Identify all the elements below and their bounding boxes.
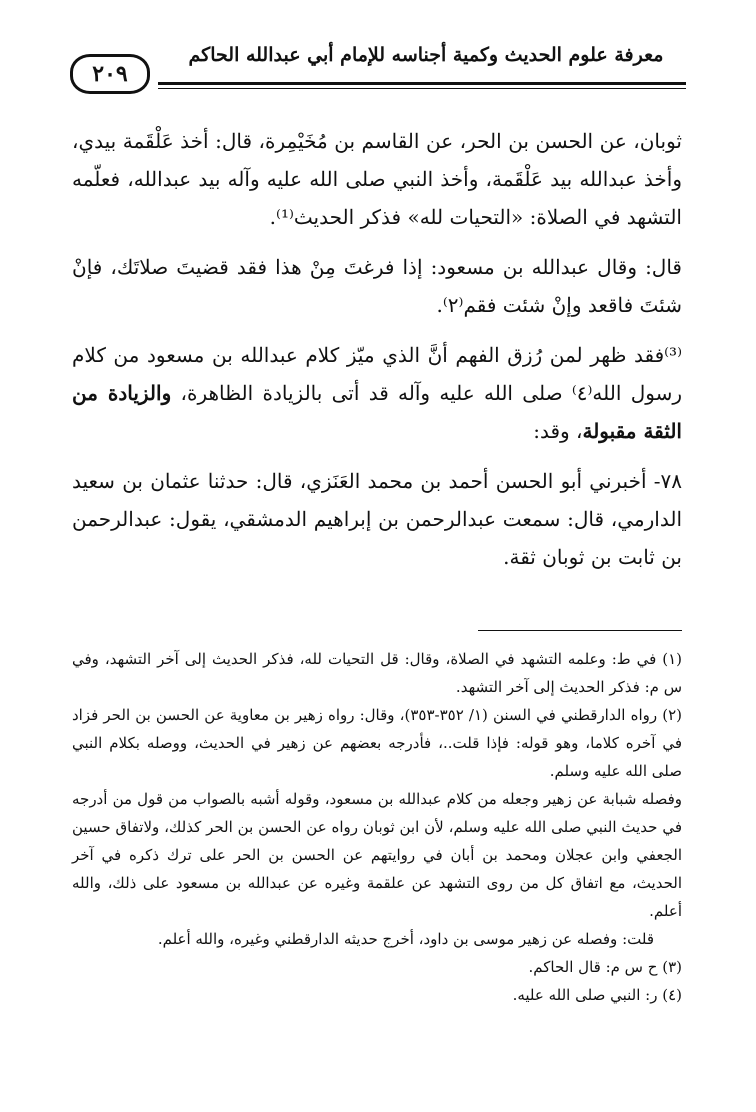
main-text <box>72 122 682 588</box>
paragraph-4: ٧٨- أخبرني أبو الحسن أحمد بن محمد العَنَزي، قال: حدثنا عثمان بن سعيد الدارمي، قال: سمعت عبدالرحمن بن إبراهيم الدمشقي، يقول: عبدالرحمن بن ثابت بن ثوبان ثقة. <box>72 469 682 569</box>
paragraph-3 <box>72 336 682 450</box>
paragraph-3-end: ، وقد: <box>533 419 583 443</box>
footnote-2-remark: قلت: وفصله عن زهير موسى بن داود، أخرج حديثه الدارقطني وغيره، والله أعلم. <box>157 930 654 948</box>
paragraph-1: ثوبان، عن الحسن بن الحر، عن القاسم بن مُخَيْمِرة، قال: أخذ عَلْقَمة بيدي، وأخذ عبدالله بيد عَلْقَمة، وأخذ النبي صلى الله عليه وآله بيد عبدالله، فعلّمه التشهد في الصلاة: «التحيات لله» فذكر الحديث⁽¹⁾. <box>72 129 682 229</box>
footnote-2-continuation: وفصله شبابة عن زهير وجعله من كلام عبدالله بن مسعود، وقوله أشبه بالصواب من قول من أدرجه في حديث النبي صلى الله عليه وسلم، لأن ابن ثوبان رواه عن الحسن بن الحر كذلك، ولاتفاق حسين الجعفي وابن عجلان ومحمد بن أبان في روايتهم عن الحسن بن الحر على ترك ذكره في آخر الحديث، مع اتفاق كل من روى التشهد عن علقمة وغيره عن عبدالله بن مسعود على ذلك، والله أعلم. <box>72 790 682 920</box>
footnote-1: (١) في ط: وعلمه التشهد في الصلاة، وقال: قل التحيات لله، فذكر الحديث إلى آخر التشهد، وفي س م: فذكر الحديث إلى آخر التشهد. <box>72 650 682 696</box>
paragraph-2: قال: وقال عبدالله بن مسعود: إذا فرغتَ مِنْ هذا فقد قضيتَ صلاتَك، فإنْ شئتَ فاقعد وإنْ شئت فقم⁽٢⁾. <box>72 255 682 317</box>
page-header <box>70 38 686 98</box>
page-number: ٢٠٩ <box>70 54 150 94</box>
footnote-4: (٤) ر: النبي صلى الله عليه. <box>512 986 682 1004</box>
header-rule-thick <box>158 82 686 85</box>
paragraph-3-text: ⁽³⁾فقد ظهر لمن رُزق الفهم أنَّ الذي ميّز كلام عبدالله بن مسعود من كلام رسول الله⁽٤⁾ صلى الله عليه وآله قد أتى بالزيادة الظاهرة، <box>72 343 682 405</box>
footnote-3: (٣) ح س م: قال الحاكم. <box>528 958 682 976</box>
running-title: معرفة علوم الحديث وكمية أجناسه للإمام أبي عبدالله الحاكم <box>188 44 664 66</box>
header-rule-thin <box>158 88 686 89</box>
footnote-separator <box>478 630 682 631</box>
footnote-2: (٢) رواه الدارقطني في السنن (١/ ٣٥٢-٣٥٣)، وقال: رواه زهير بن معاوية عن الحسن بن الحر فزاد في آخره كلاما، وهو قوله: فإذا قلت..، فأدرجه بعضهم عن زهير في الحديث، ووصله بكلام النبي صلى الله عليه وسلم. <box>72 706 682 780</box>
paragraph-3-emphasis: والزيادة من الثقة مقبولة <box>72 381 682 443</box>
footnotes <box>72 645 682 1009</box>
